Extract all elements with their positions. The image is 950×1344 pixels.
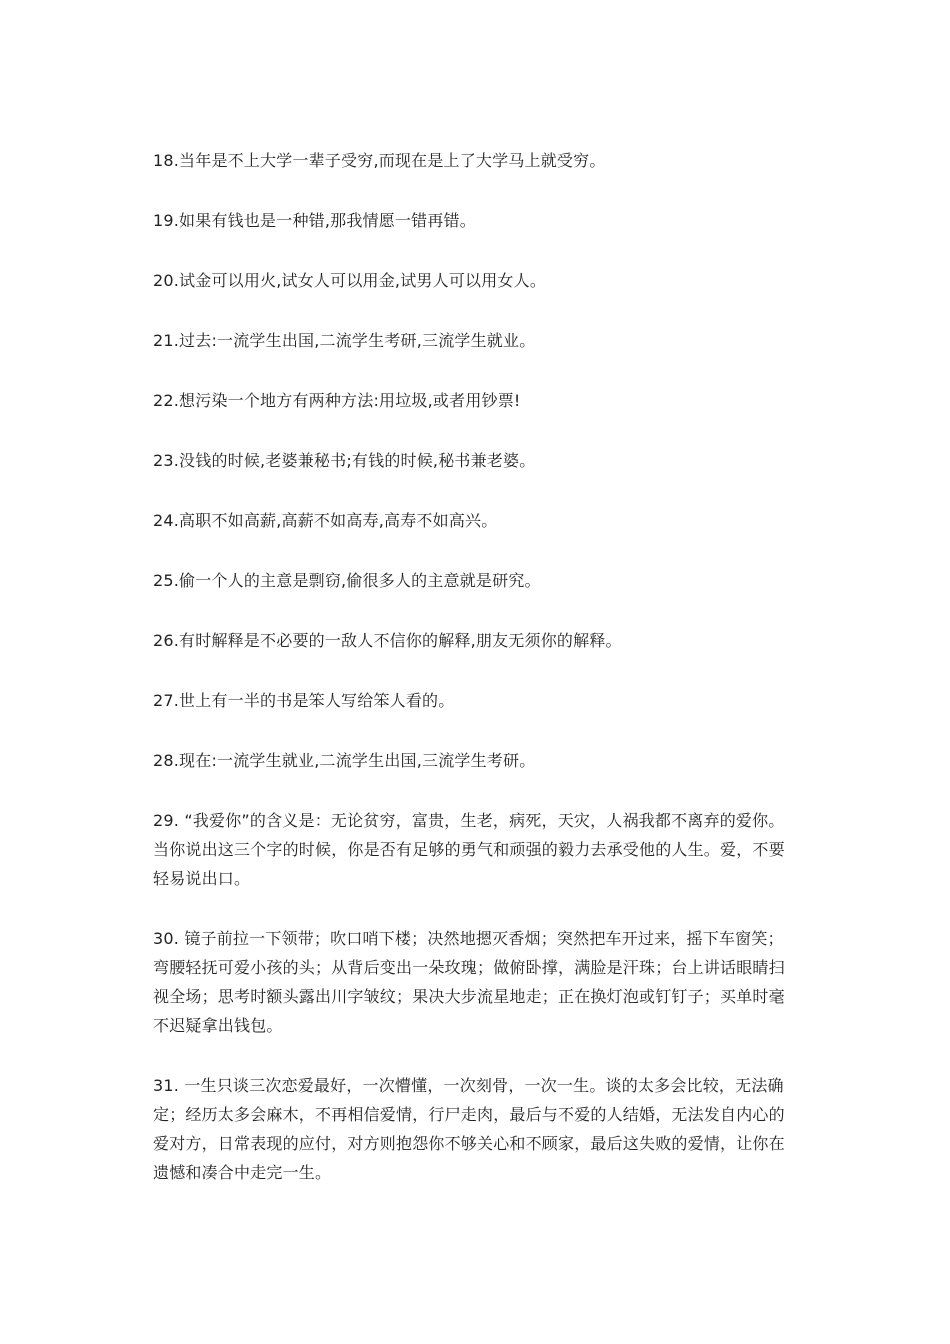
paragraph-21: 21.过去:一流学生出国,二流学生考研,三流学生就业。 — [153, 331, 536, 350]
paragraph-25: 25.偷一个人的主意是剽窃,偷很多人的主意就是研究。 — [153, 571, 541, 590]
paragraph-23: 23.没钱的时候,老婆兼秘书;有钱的时候,秘书兼老婆。 — [153, 451, 536, 470]
document-body — [153, 146, 798, 1218]
paragraph-19: 19.如果有钱也是一种错,那我情愿一错再错。 — [153, 211, 476, 230]
paragraph-20: 20.试金可以用火,试女人可以用金,试男人可以用女人。 — [153, 271, 547, 290]
paragraph-28: 28.现在:一流学生就业,二流学生出国,三流学生考研。 — [153, 751, 536, 770]
paragraph-31: 31. 一生只谈三次恋爱最好，一次懵懂，一次刻骨，一次一生。谈的太多会比较，无法确定；经历太多会麻木，不再相信爱情，行尸走肉，最后与不爱的人结婚，无法发自内心的爱对方，日常表现的应付，对方则抱怨你不够关心和不顾家，最后这失败的爱情，让你在遗憾和凑合中走完一生。 — [153, 1076, 785, 1182]
paragraph-27: 27.世上有一半的书是笨人写给笨人看的。 — [153, 691, 455, 710]
paragraph-22: 22.想污染一个地方有两种方法:用垃圾,或者用钞票! — [153, 391, 521, 410]
paragraph-24: 24.高职不如高薪,高薪不如高寿,高寿不如高兴。 — [153, 511, 498, 530]
paragraph-26: 26.有时解释是不必要的一敌人不信你的解释,朋友无须你的解释。 — [153, 631, 622, 650]
paragraph-30: 30. 镜子前拉一下领带；吹口哨下楼；决然地摁灭香烟；突然把车开过来，摇下车窗笑；弯腰轻抚可爱小孩的头；从背后变出一朵玫瑰；做俯卧撑，满脸是汗珠；台上讲话眼睛扫视全场；思考时额头露出川字皱纹；果决大步流星地走；正在换灯泡或钉钉子；买单时毫不迟疑拿出钱包。 — [153, 929, 785, 1035]
paragraph-18: 18.当年是不上大学一辈子受穷,而现在是上了大学马上就受穷。 — [153, 151, 606, 170]
paragraph-29: 29. “我爱你”的含义是：无论贫穷，富贵，生老，病死，天灾，人祸我都不离弃的爱你。当你说出这三个字的时候，你是否有足够的勇气和顽强的毅力去承受他的人生。爱，不要轻易说出口。 — [153, 811, 785, 888]
